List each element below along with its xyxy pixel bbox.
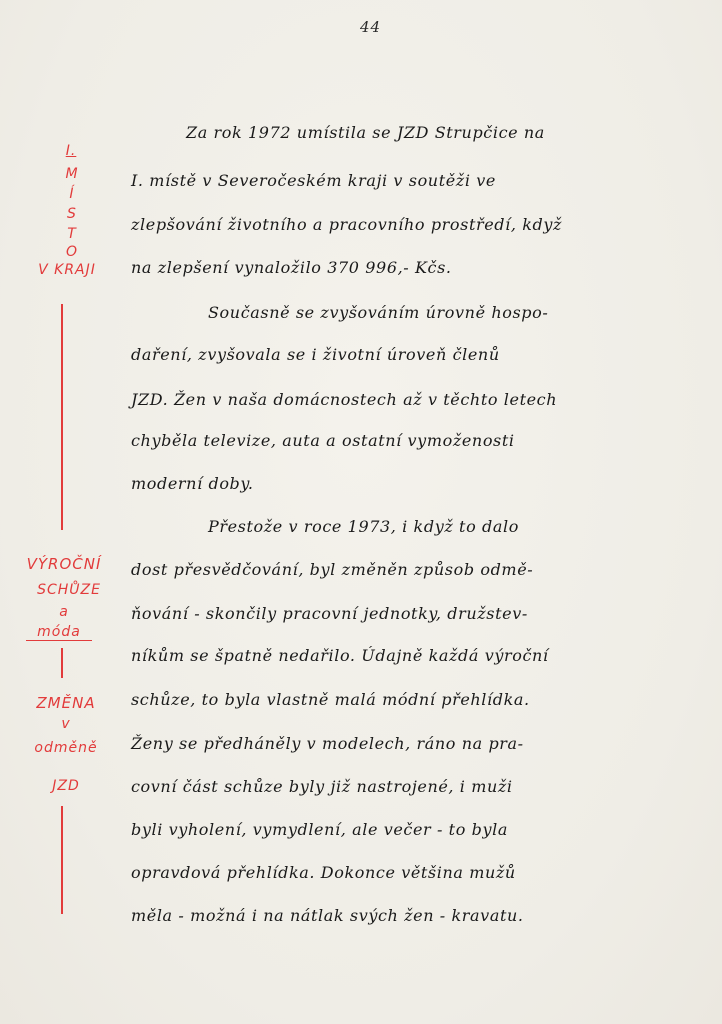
margin-note-letter: T	[67, 226, 77, 242]
margin-note-jzd: JZD	[52, 778, 80, 794]
page-number: 44	[360, 18, 382, 36]
body-line: JZD. Žen v naša domácnostech až v těchto letech	[131, 390, 558, 409]
margin-note-in: v	[61, 716, 71, 732]
margin-note-meeting: SCHŮZE	[37, 582, 101, 598]
body-line: Ženy se předháněly v modelech, ráno na pra-	[131, 734, 524, 753]
margin-note-roman-one: I.	[65, 143, 77, 159]
margin-rule	[61, 648, 63, 678]
body-line: na zlepšení vynaložilo 370 996,- Kčs.	[131, 258, 452, 277]
body-line: schůze, to byla vlastně malá módní přehlídka.	[131, 690, 530, 709]
margin-note-letter: S	[67, 206, 77, 222]
body-line: dost přesvědčování, byl změněn způsob odmě-	[131, 560, 534, 579]
body-line: moderní doby.	[131, 474, 254, 493]
margin-note-first-place	[58, 143, 84, 167]
margin-rule	[61, 806, 63, 914]
margin-note-annual-meeting: VÝROČNÍ	[26, 555, 102, 573]
body-line: byli vyholení, vymydlení, ale večer - to byla	[131, 820, 508, 839]
body-line: opravdová přehlídka. Dokonce většina mužů	[131, 863, 516, 882]
body-line: daření, zvyšovala se i životní úroveň členů	[131, 345, 500, 364]
margin-note-letter: Í	[69, 186, 75, 202]
body-line: Za rok 1972 umístila se JZD Strupčice na	[186, 123, 545, 142]
margin-note-change: ZMĚNA	[36, 694, 96, 712]
margin-note-letter: O	[65, 244, 79, 260]
body-line: chyběla televize, auta a ostatní vymoženosti	[131, 431, 515, 450]
body-line: I. místě v Severočeském kraji v soutěži ve	[131, 171, 496, 190]
margin-note-letter: M	[65, 166, 79, 182]
body-line: níkům se špatně nedařilo. Údajně každá výroční	[131, 646, 549, 665]
margin-note-in-region: V KRAJI	[38, 262, 96, 278]
margin-note-fashion: móda	[26, 624, 92, 641]
body-line: zlepšování životního a pracovního prostředí, když	[131, 215, 563, 234]
margin-note-remuneration: odměně	[34, 740, 98, 756]
margin-note-and: a	[59, 604, 69, 620]
body-line: Současně se zvyšováním úrovně hospo-	[208, 303, 549, 322]
body-line: měla - možná i na nátlak svých žen - kravatu.	[131, 906, 524, 925]
body-line: ňování - skončily pracovní jednotky, družstev-	[131, 604, 528, 623]
body-line: covní část schůze byly již nastrojené, i muži	[131, 777, 513, 796]
margin-rule	[61, 304, 63, 530]
body-line: Přestože v roce 1973, i když to dalo	[208, 517, 519, 536]
